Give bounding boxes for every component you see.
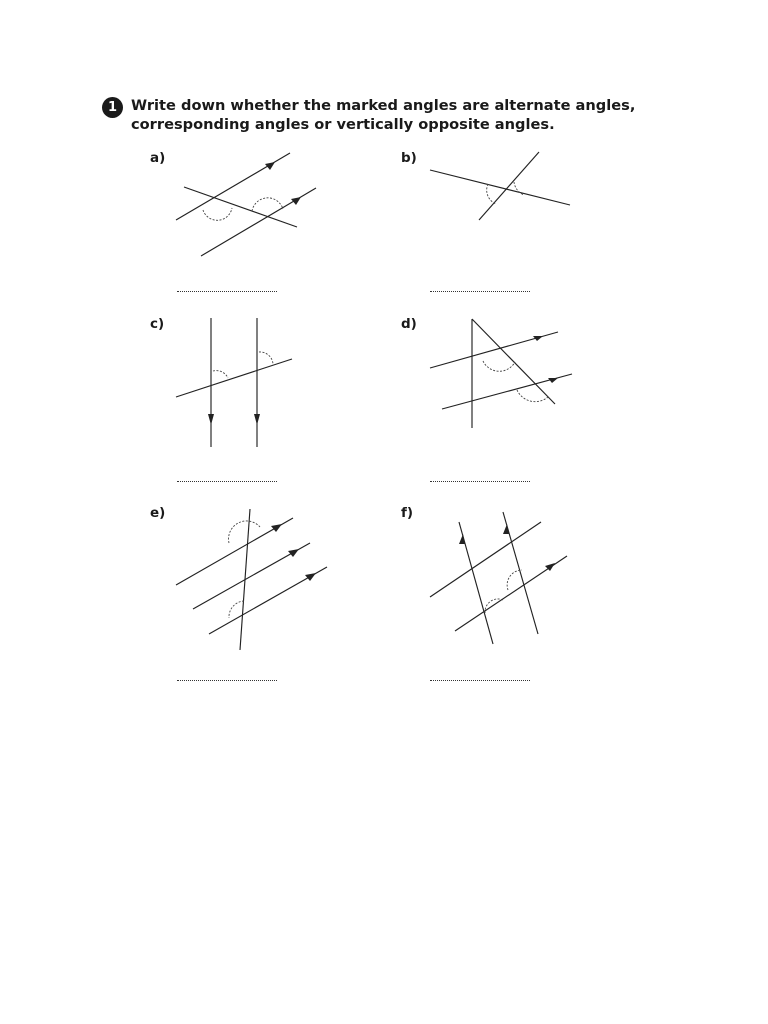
part-b-label: b)	[401, 150, 417, 166]
question-instruction: Write down whether the marked angles are alternate angles, corresponding angles or vertically opposite angles.	[131, 97, 636, 133]
diagram-c	[176, 318, 292, 447]
diagram-b	[430, 152, 570, 220]
question-number-badge: 1	[102, 97, 123, 118]
part-a-label: a)	[150, 150, 166, 166]
part-e-label: e)	[150, 505, 166, 521]
diagram-f	[430, 512, 567, 644]
diagram-a	[176, 153, 316, 256]
diagram-d	[430, 319, 572, 428]
part-c-label: c)	[150, 316, 165, 332]
part-d-label: d)	[401, 316, 417, 332]
part-f-label: f)	[401, 505, 414, 521]
diagram-e	[176, 509, 327, 650]
